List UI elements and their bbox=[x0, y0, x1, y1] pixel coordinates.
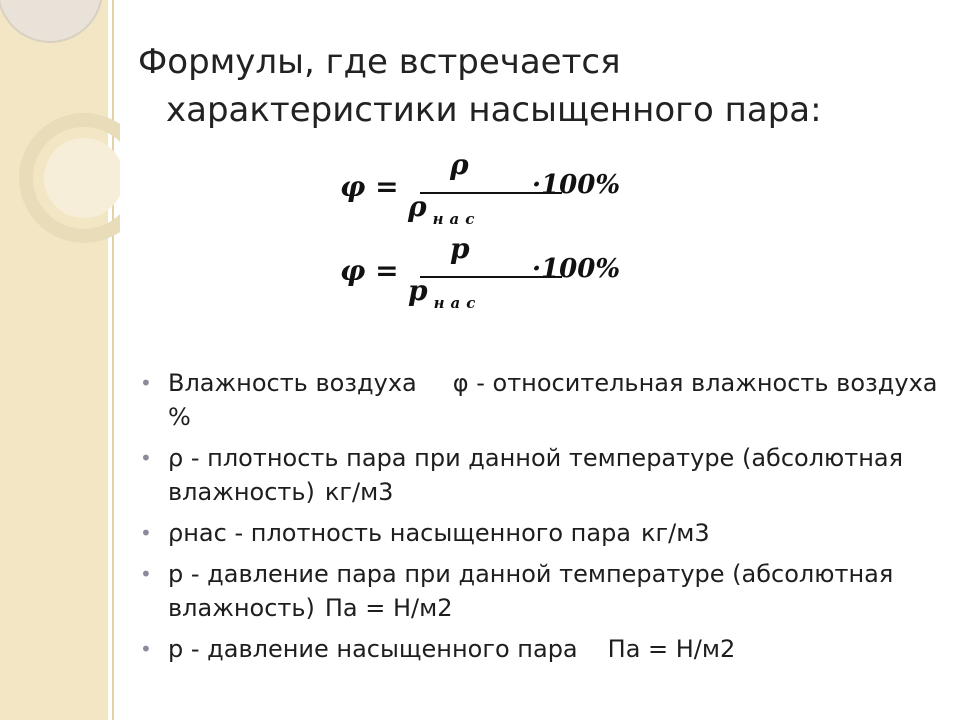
list-item: • Влажность воздуха φ - относительная влажность воздуха % bbox=[138, 366, 938, 434]
list-item: • ρнас - плотность насыщенного пара кг/м3 bbox=[138, 516, 938, 550]
title-line-1: Формулы, где встречается bbox=[138, 42, 621, 82]
formula-multiplier: ·100% bbox=[532, 170, 621, 200]
formula-multiplier: ·100% bbox=[532, 254, 621, 284]
slide-title bbox=[138, 38, 938, 134]
bullet-icon: • bbox=[140, 562, 152, 586]
deco-ring-inner bbox=[44, 138, 120, 218]
formula-denominator: ρ $_{нас}$ bbox=[408, 190, 481, 228]
title-line-2: характеристики насыщенного пара: bbox=[166, 90, 822, 130]
formula-numerator: p bbox=[450, 232, 470, 265]
bullet-icon: • bbox=[140, 521, 152, 545]
denominator-subscript: нас bbox=[433, 294, 482, 312]
bullet-icon: • bbox=[140, 446, 152, 470]
decorative-circles bbox=[0, 0, 120, 260]
definitions-list bbox=[138, 366, 938, 673]
bullet-icon: • bbox=[140, 637, 152, 661]
denominator-subscript: нас bbox=[432, 210, 481, 228]
list-item: • р - давление пара при данной температуре (абсолютная влажность) Па = Н/м2 bbox=[138, 557, 938, 625]
bullet-icon: • bbox=[140, 371, 152, 395]
formula-lhs: φ = bbox=[340, 170, 399, 203]
formula-denominator: p $_{нас}$ bbox=[408, 274, 482, 312]
deco-circle-top bbox=[0, 0, 102, 42]
list-item: • р - давление насыщенного пара Па = Н/м2 bbox=[138, 632, 938, 666]
list-item: • ρ - плотность пара при данной температуре (абсолютная влажность) кг/м3 bbox=[138, 441, 938, 509]
formula-density bbox=[340, 148, 640, 232]
formula-pressure bbox=[340, 232, 640, 316]
formula-numerator: ρ bbox=[450, 148, 469, 181]
formula-lhs: φ = bbox=[340, 254, 399, 287]
